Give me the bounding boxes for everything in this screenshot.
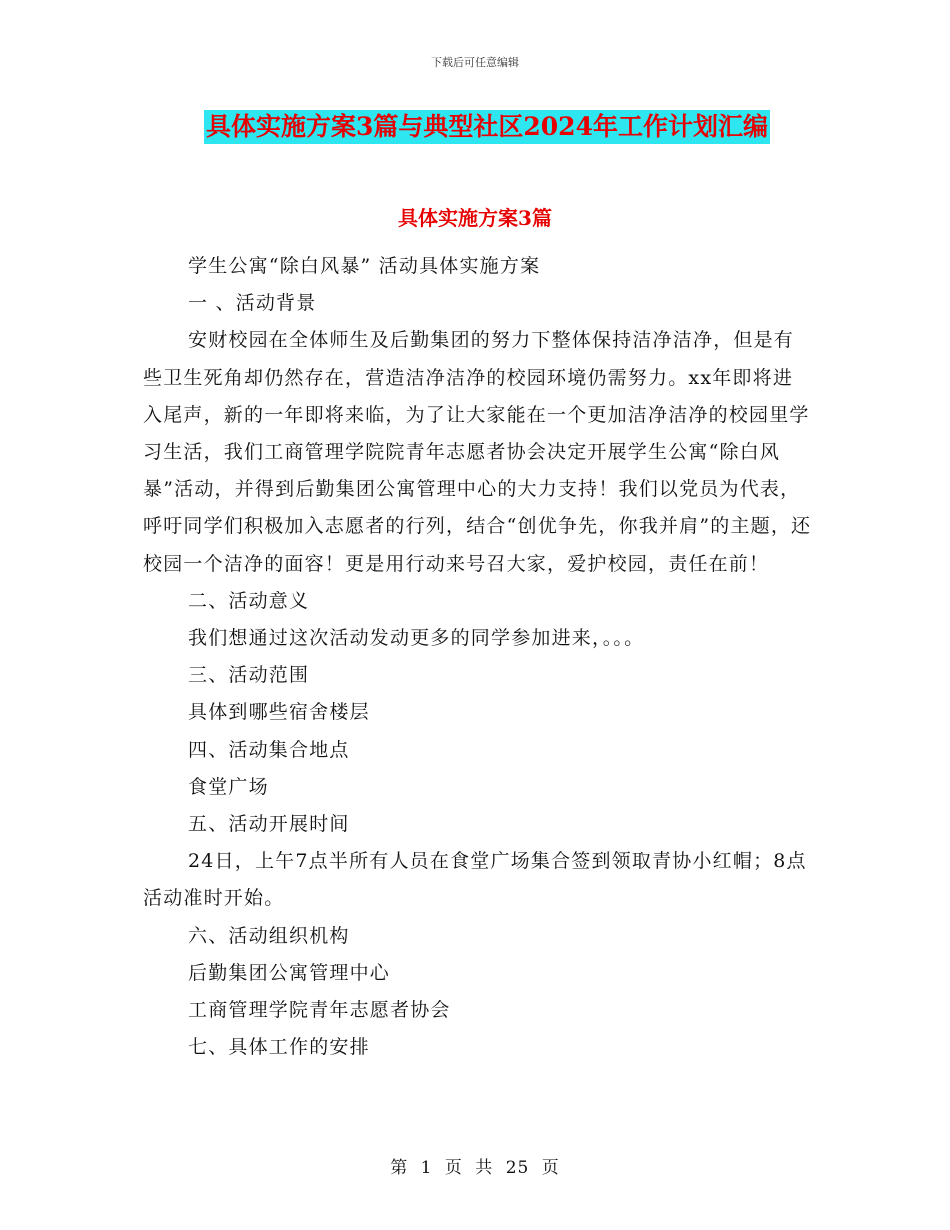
section-heading-time: 五、活动开展时间: [188, 813, 350, 836]
section-heading-arrangement: 七、具体工作的安排: [188, 1036, 370, 1059]
section-heading-scope: 三、活动范围: [188, 664, 310, 687]
paragraph-scope: 具体到哪些宿舍楼层: [188, 701, 370, 724]
paragraph-location: 食堂广场: [188, 775, 269, 798]
page-number: 第 1 页 共 25 页: [390, 1158, 560, 1178]
document-title: 具体实施方案3篇与典型社区2024年工作计划汇编: [204, 110, 770, 144]
paragraph-time: 24日，上午7点半所有人员在食堂广场集合签到领取青协小红帽；8点活动准时开始。: [143, 850, 807, 910]
section-heading-significance: 二、活动意义: [188, 589, 310, 612]
section-heading-location: 四、活动集合地点: [188, 738, 350, 761]
document-body: [143, 248, 813, 1066]
paragraph-background: 安财校园在全体师生及后勤集团的努力下整体保持洁净洁净，但是有些卫生死角却仍然存在，营造洁净洁净的校园环境仍需努力。xx年即将进入尾声，新的一年即将来临，为了让大家能在一个更加洁净洁净的校园里学习生活，我们工商管理学院院青年志愿者协会决定开展学生公寓“除白风暴”活动，并得到后勤集团公寓管理中心的大力支持！我们以党员为代表，呼吁同学们积极加入志愿者的行列，结合“创优争先，你我并肩”的主题，还校园一个洁净的面容！更是用行动来号召大家，爱护校园，责任在前！: [143, 329, 812, 575]
paragraph-organization-2: 工商管理学院青年志愿者协会: [188, 999, 451, 1022]
paragraph-organization-1: 后勤集团公寓管理中心: [188, 961, 391, 984]
document-subtitle: 具体实施方案3篇: [398, 206, 552, 230]
paragraph-significance: 我们想通过这次活动发动更多的同学参加进来，。。。: [188, 627, 645, 650]
section-heading-background: 一 、活动背景: [188, 292, 317, 315]
paragraph-plan-title: 学生公寓“除白风暴” 活动具体实施方案: [188, 255, 541, 277]
section-heading-organization: 六、活动组织机构: [188, 924, 350, 947]
header-note: 下载后可任意编辑: [431, 56, 519, 69]
